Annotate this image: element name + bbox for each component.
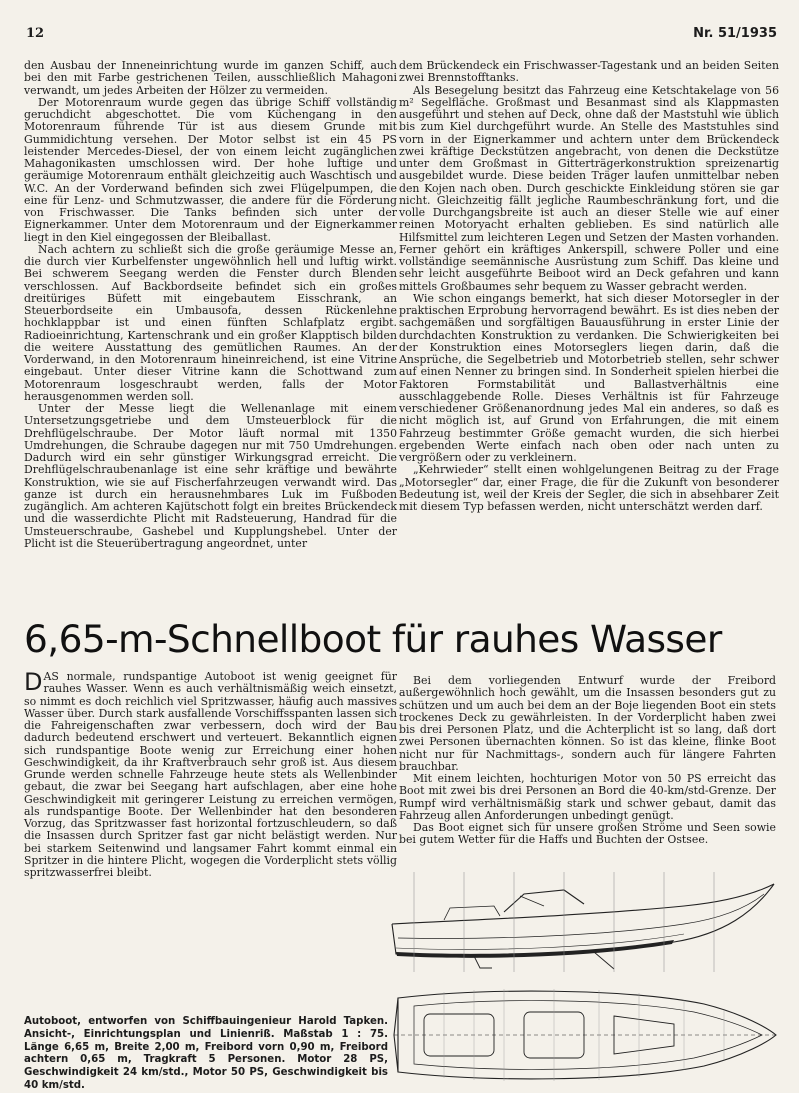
article-column-2 xyxy=(399,60,779,513)
paragraph: Als Besegelung besitzt das Fahrzeug eine Ketschtakelage von 56 m² Segelfläche. Großmast und Besanmast sind als Klappmasten ausgeführt und stehen auf Deck, ohne daß der Maststuhl wie üblich bis zum Kiel durchgeführt wurde. An Stelle des Maststuhles sind vorn in der Eignerkammer und achtern unter dem Brückendeck zwei kräftige Deckstützen angebracht, von denen die Deckstütze unter dem Großmast in Gitterträgerkonstruktion spreizenartig ausgebildet wurde. Diese beiden Träger laufen unmittelbar neben den Kojen nach oben. Durch geschickte Einkleidung stören sie gar nicht. Gleichzeitig fällt jegliche Raumbeschränkung fort, und die volle Durchgangsbreite ist auch an dieser Stelle wie auf einer reinen Motoryacht erhalten geblieben. Es sind natürlich alle Hilfsmittel zum leichteren Legen und Setzen der Masten vorhanden. Ferner gehört ein kräftiges Ankerspill, schwere Poller und eine vollständige seemännische Ausrüstung zum Schiff. Das kleine und sehr leicht ausgeführte Beiboot wird an Deck gefahren und kann mittels Großbaumes sehr bequem zu Wasser gebracht werden. xyxy=(399,83,779,293)
paragraph: Wie schon eingangs bemerkt, hat sich dieser Motorsegler in der praktischen Erprobung hervorragend bewährt. Es ist dies neben der sachgemäßen und sorgfältigen Bauausführung in erster Linie der durchdachten Konstruktion zu verdanken. Die Schwierigkeiten bei der Konstruktion eines Motorseglers liegen darin, daß die Ansprüche, die Segelbetrieb und Motorbetrieb stellen, sehr schwer auf einen Nenner zu bringen sind. In Sonderheit spielen hierbei die Faktoren Formstabilität und Ballastverhältnis eine ausschlaggebende Rolle. Dieses Verhältnis ist für Fahrzeuge verschiedener Größenanordnung jedes Mal ein anderes, so daß es nicht möglich ist, auf Grund von Erfahrungen, die mit einem Fahrzeug bestimmter Größe gemacht wurden, die sich hierbei ergebenden Werte einfach nach oben oder nach unten zu vergrößern oder zu verkleinern. xyxy=(399,291,779,464)
article-headline: 6,65-m-Schnellboot für rauhes Wasser xyxy=(24,617,722,661)
boat-plan-view-drawing xyxy=(384,984,779,1086)
paragraph: „Kehrwieder“ stellt einen wohlgelungenen Beitrag zu der Frage „Motorsegler“ dar, einer Frage, die für die Zukunft von besonderer Bedeutung ist, weil der Kreis der Segler, die sich in absehbarer Zeit mit diesem Typ befassen werden, nicht unterschätzt werden darf. xyxy=(399,463,779,513)
figure-caption: Autoboot, entworfen von Schiffbauingenieur Harold Tapken. Ansicht-, Einrichtungsplan und Linienriß. Maßstab 1 : 75. Länge 6,65 m, Breite 2,00 m, Freibord vorn 0,90 m, Freibord achtern 0,65 m, Tragkraft 5 Personen. Motor 28 PS, Geschwindigkeit 24 km/std., Motor 50 PS, Geschwindigkeit bis 40 km/std. xyxy=(24,1016,388,1091)
paragraph: den Ausbau der Inneneinrichtung wurde im ganzen Schiff, auch bei den mit Farbe gestrichenen Teilen, ausschließlich Mahagoni verwandt, um jedes Arbeiten der Hölzer zu vermeiden. xyxy=(24,59,397,97)
paragraph: Unter der Messe liegt die Wellenanlage mit einem Untersetzungsgetriebe und dem Umsteuerblock für die Drehflügelschraube. Der Motor läuft normal mit 1350 Umdrehungen, die Schraube dagegen nur mit 750 Umdrehungen. Dadurch wird ein sehr günstiger Wirkungsgrad erreicht. Die Drehflügelschraubenanlage ist eine sehr kräftige und bewährte Konstruktion, wie sie auf Fischerfahrzeugen verwandt wird. Das ganze ist durch ein herausnehmbares Luk im Fußboden zugänglich. Am achteren Kajütschott folgt ein breites Brückendeck und die wasserdichte Plicht mit Radsteuerung, Handrad für die Umsteuerschraube, Gashebel und Kupplungshebel. Unter der Plicht ist die Steuerübertragung angeordnet, unter xyxy=(24,402,397,550)
paragraph: Bei dem vorliegenden Entwurf wurde der Freibord außergewöhnlich hoch gewählt, um die Insassen besonders gut zu schützen und um auch bei dem an der Boje liegenden Boot ein stets trockenes Deck zu gewährleisten. In der Vorderplicht haben zwei bis drei Personen Platz, und die Achterplicht ist so lang, daß dort zwei Personen übernachten können. So ist das kleine, flinke Boot nicht nur für Nachmittags-, sondern auch für längere Fahrten brauchbar. xyxy=(399,674,776,773)
article-column-1 xyxy=(24,60,397,550)
paragraph: Nach achtern zu schließt sich die große geräumige Messe an, die durch vier Kurbelfenster ungewöhnlich hell und luftig wirkt. Bei schwerem Seegang werden die Fenster durch Blenden verschlossen. Auf Backbordseite befindet sich ein großes dreitüriges Büfett mit eingebautem Eisschrank, an Steuerbordseite ein Umbausofa, dessen Rückenlehne hochklappbar ist und einen fünften Schlafplatz ergibt. Radioeinrichtung, Kartenschrank und ein großer Klapptisch bilden die weitere Ausstattung des gemütlichen Raumes. An der Vorderwand, in den Motorenraum hineinreichend, ist eine Vitrine eingebaut. Unter dieser Vitrine kann die Schottwand zum Motorenraum losgeschraubt werden, falls der Motor herausgenommen werden soll. xyxy=(24,242,397,403)
issue-number: Nr. 51/1935 xyxy=(693,26,777,41)
article-column-3 xyxy=(24,668,397,879)
paragraph: Der Motorenraum wurde gegen das übrige Schiff vollständig geruchdicht abgeschottet. Die vom Küchengang in den Motorenraum führende Tür ist aus diesem Grunde mit Gummidichtung versehen. Der Motor selbst ist ein 45 PS leistender Mercedes-Diesel, der von einem leicht zugänglichen Mahagonikasten umschlossen wird. Der hohe luftige und geräumige Motorenraum enthält gleichzeitig auch Waschtisch und W.C. An der Vorderwand befinden sich zwei Flügelpumpen, die eine für Lenz- und Schmutzwasser, die andere für die Förderung von Frischwasser. Die Tanks befinden sich unter der Eignerkammer. Unter dem Motorenraum und der Eignerkammer liegt in den Kiel eingegossen der Bleiballast. xyxy=(24,95,397,244)
paragraph xyxy=(24,668,397,879)
boat-side-view-drawing xyxy=(384,872,779,972)
paragraph: Das Boot eignet sich für unsere großen Ströme und Seen sowie bei gutem Wetter für die Haffs und Buchten der Ostsee. xyxy=(399,821,776,847)
paragraph: Mit einem leichten, hochturigen Motor von 50 PS erreicht das Boot mit zwei bis drei Personen an Bord die 40-km/std-Grenze. Der Rumpf wird verhältnismäßig stark und schwer gebaut, damit das Fahrzeug allen Anforderungen unbedingt genügt. xyxy=(399,772,776,822)
paragraph: dem Brückendeck ein Frischwasser-Tagestank und an beiden Seiten zwei Brennstofftanks. xyxy=(399,59,779,85)
drop-cap: D xyxy=(24,668,43,696)
page-number: 12 xyxy=(26,26,45,41)
paragraph-text: AS normale, rundspantige Autoboot ist wenig geeignet für rauhes Wasser. Wenn es auch verhältnismäßig weich einsetzt, so nimmt es doch reichlich viel Spritzwasser, häufig auch massives Wasser über. Durch stark ausfallende Vorschiffsspanten lassen sich die Fahreigenschaften zwar verbessern, doch wird der Bau dadurch bedeutend erschwert und verteuert. Bekanntlich eignen sich rundspantige Boote wenig zur Erreichung einer hohen Geschwindigkeit, da ihr Kraftverbrauch sehr groß ist. Aus diesem Grunde werden schnelle Fahrzeuge heute stets als Wellenbinder gebaut, die zwar bei Seegang hart aufschlagen, aber eine hohe Geschwindigkeit mit geringerer Leistung zu erreichen vermögen, als rundspantige Boote. Der Wellenbinder hat den besonderen Vorzug, das Spritzwasser fast horizontal fortzuschleudern, so daß die Insassen durch Spritzer fast gar nicht belästigt werden. Nur bei starkem Seitenwind und langsamer Fahrt kommt einmal ein Spritzer in die hintere Plicht, wogegen die Vorderplicht stets völlig spritzwasserfrei bleibt. xyxy=(24,670,397,879)
article-column-4 xyxy=(399,675,776,847)
